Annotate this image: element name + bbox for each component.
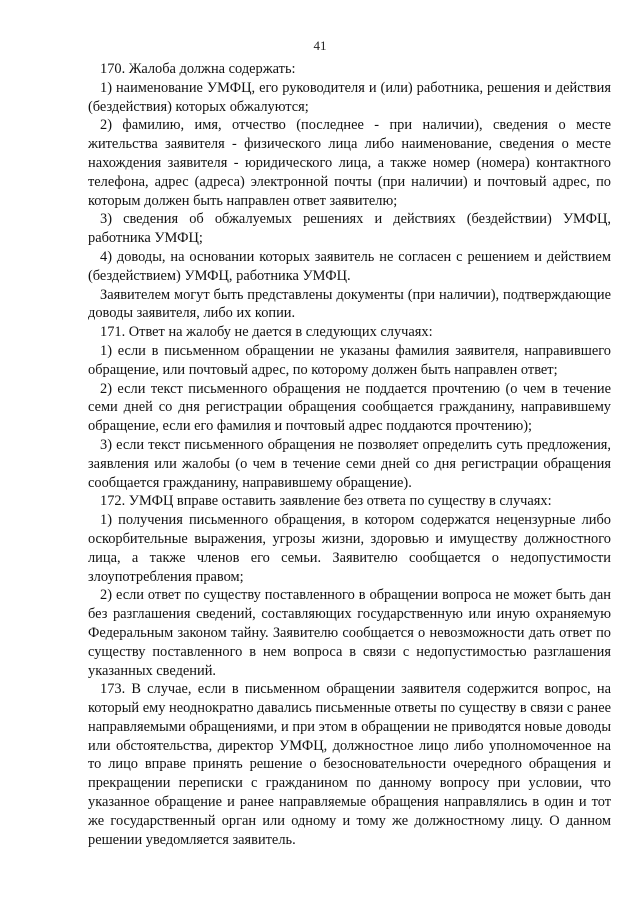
paragraph-170-intro: 170. Жалоба должна содержать: [100, 61, 296, 77]
paragraph-171-item-3: 3) если текст письменного обращения не позволяет определить суть предложения, заявления или жалобы (о чем в течение семи дней со дня регистрации обращения сообщается гражданину, направившему обращение). [88, 436, 611, 491]
paragraph-171-item-2: 2) если текст письменного обращения не поддается прочтению (о чем в течение семи дней со дня регистрации обращения сообщается гражданину, направившему обращение, если его фамилия и почтовый адрес поддаются прочтению); [88, 380, 611, 435]
paragraph-172-item-2: 2) если ответ по существу поставленного в обращении вопроса не может быть дан без разглашения сведений, составляющих государственную или иную охраняемую Федеральным законом тайну. Заявителю сообщается о невозможности дать ответ по существу поставленного в нем вопроса в связи с недопустимостью разглашения указанных сведений. [88, 587, 611, 679]
paragraph-172-intro: 172. УМФЦ вправе оставить заявление без ответа по существу в случаях: [100, 493, 552, 510]
paragraph-170-item-1: 1) наименование УМФЦ, его руководителя и (или) работника, решения и действия (бездействия) которых обжалуются; [88, 79, 611, 115]
document-body [88, 60, 611, 849]
paragraph-170-documents: Заявителем могут быть представлены документы (при наличии), подтверждающие доводы заявителя, либо их копии. [88, 286, 611, 322]
page-number: 41 [313, 38, 327, 53]
paragraph-172-item-1: 1) получения письменного обращения, в котором содержатся нецензурные либо оскорбительные выражения, угрозы жизни, здоровью и имуществу должностного лица, а также членов его семьи. Заявителю сообщается о недопустимости злоупотребления правом; [88, 512, 611, 585]
paragraph-170-item-3: 3) сведения об обжалуемых решениях и действиях (бездействии) УМФЦ, работника УМФЦ; [88, 211, 611, 247]
paragraph-170-item-2: 2) фамилию, имя, отчество (последнее - при наличии), сведения о месте жительства заявителя - физического лица либо наименование, сведения о месте нахождения заявителя - юридического лица, а также номер (номера) контактного телефона, адрес (адреса) электронной почты (при наличии) и почтовый адрес, по которым должен быть направлен ответ заявителю; [88, 117, 611, 209]
paragraph-171-item-1: 1) если в письменном обращении не указаны фамилия заявителя, направившего обращение, или почтовый адрес, по которому должен быть направлен ответ; [88, 342, 611, 378]
paragraph-171-intro: 171. Ответ на жалобу не дается в следующих случаях: [100, 324, 433, 341]
paragraph-170-item-4: 4) доводы, на основании которых заявитель не согласен с решением и действием (бездействием) УМФЦ, работника УМФЦ. [88, 248, 611, 284]
paragraph-173: 173. В случае, если в письменном обращении заявителя содержится вопрос, на который ему неоднократно давались письменные ответы по существу в связи с ранее направляемыми обращениями, и при этом в обращении не приводятся новые доводы или обстоятельства, директор УМФЦ, должностное лицо либо уполномоченное на то лицо вправе принять решение о безосновательности очередного обращения и прекращении переписки с гражданином по данному вопросу при условии, что указанное обращение и ранее направляемые обращения направлялись в один и тот же государственный орган или одному и тому же должностному лицу. О данном решении уведомляется заявитель. [88, 681, 611, 848]
